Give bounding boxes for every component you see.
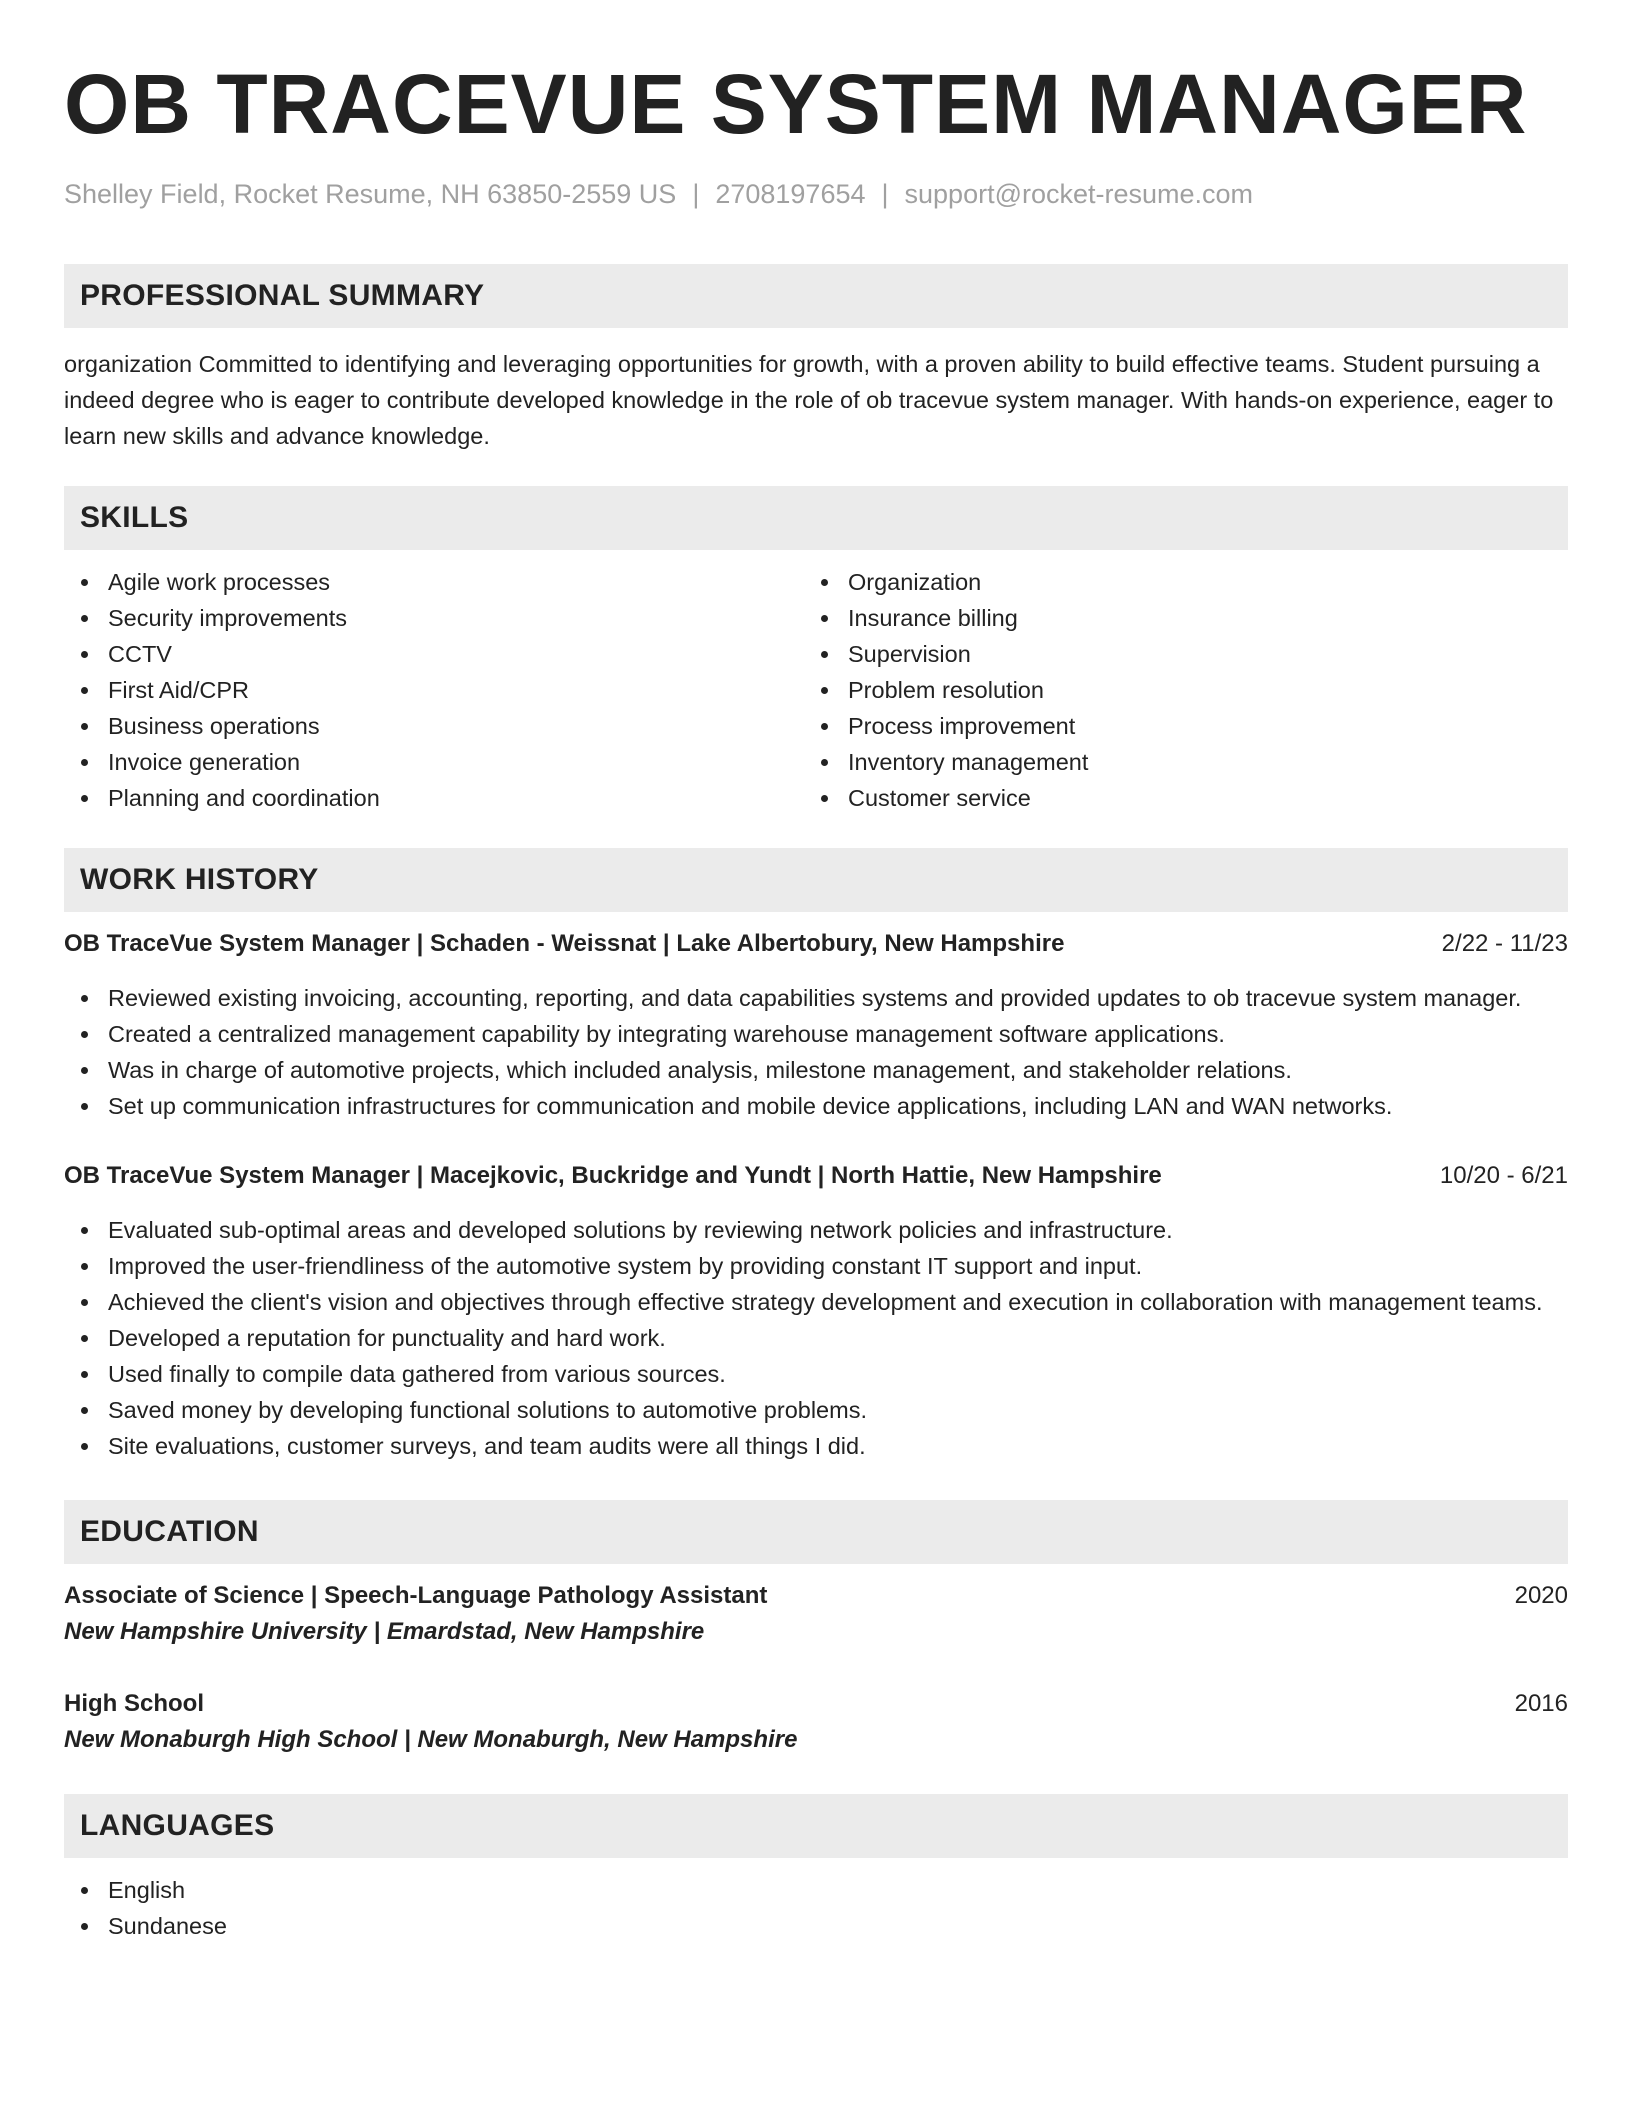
job-bullet: Evaluated sub-optimal areas and developed solutions by reviewing network policies and infrastructure. xyxy=(64,1212,1568,1248)
job-bullet: Was in charge of automotive projects, which included analysis, milestone management, and stakeholder relations. xyxy=(64,1052,1568,1088)
contact-phone: 2708197654 xyxy=(715,179,866,209)
job-bullets xyxy=(64,980,1568,1124)
education-heading: EDUCATION xyxy=(64,1500,1568,1564)
job-bullet: Saved money by developing functional solutions to automotive problems. xyxy=(64,1392,1568,1428)
education-school: New Hampshire University | Emardstad, New Hampshire xyxy=(64,1618,705,1645)
contact-separator: | xyxy=(692,179,700,209)
skills-right-list xyxy=(804,564,1544,816)
education-entry xyxy=(64,1578,1568,1650)
job-bullet: Created a centralized management capability by integrating warehouse management software applications. xyxy=(64,1016,1568,1052)
education-header xyxy=(64,1686,1568,1722)
skill-item: Insurance billing xyxy=(804,600,1544,636)
skills-left-list xyxy=(64,564,804,816)
job-bullet: Used finally to compile data gathered from various sources. xyxy=(64,1356,1568,1392)
language-item: Sundanese xyxy=(64,1908,1568,1944)
job-entry xyxy=(64,1158,1568,1464)
education-header xyxy=(64,1578,1568,1614)
job-header xyxy=(64,1158,1568,1194)
languages-heading: LANGUAGES xyxy=(64,1794,1568,1858)
education-entry xyxy=(64,1686,1568,1758)
skills-heading: SKILLS xyxy=(64,486,1568,550)
job-bullet: Improved the user-friendliness of the automotive system by providing constant IT support and input. xyxy=(64,1248,1568,1284)
contact-address: Shelley Field, Rocket Resume, NH 63850-2559 US xyxy=(64,179,677,209)
education-school: New Monaburgh High School | New Monaburgh, New Hampshire xyxy=(64,1726,798,1753)
job-bullet: Reviewed existing invoicing, accounting, reporting, and data capabilities systems and provided updates to ob tracevue system manager. xyxy=(64,980,1568,1016)
job-header xyxy=(64,926,1568,962)
contact-email: support@rocket-resume.com xyxy=(904,179,1254,209)
job-title: OB TraceVue System Manager | Macejkovic, Buckridge and Yundt | North Hattie, New Hampshire xyxy=(64,1162,1162,1189)
languages-list xyxy=(64,1872,1568,1944)
candidate-name: OB TRACEVUE SYSTEM MANAGER xyxy=(64,57,1528,151)
education-degree: High School xyxy=(64,1690,204,1717)
skill-item: Business operations xyxy=(64,708,804,744)
job-entry xyxy=(64,926,1568,1124)
contact-separator: | xyxy=(881,179,889,209)
skill-item: Security improvements xyxy=(64,600,804,636)
job-dates: 10/20 - 6/21 xyxy=(1439,1162,1568,1189)
skill-item: Planning and coordination xyxy=(64,780,804,816)
job-bullet: Developed a reputation for punctuality and hard work. xyxy=(64,1320,1568,1356)
language-item: English xyxy=(64,1872,1568,1908)
job-bullet: Achieved the client's vision and objectives through effective strategy development and execution in collaboration with management teams. xyxy=(64,1284,1568,1320)
job-title: OB TraceVue System Manager | Schaden - Weissnat | Lake Albertobury, New Hampshire xyxy=(64,930,1065,957)
skill-item: Supervision xyxy=(804,636,1544,672)
education-degree: Associate of Science | Speech-Language Pathology Assistant xyxy=(64,1582,768,1609)
contact-line xyxy=(64,176,1568,212)
work-heading: WORK HISTORY xyxy=(64,848,1568,912)
skill-item: Organization xyxy=(804,564,1544,600)
skill-item: Inventory management xyxy=(804,744,1544,780)
summary-text: organization Committed to identifying and leveraging opportunities for growth, with a proven ability to build effective teams. Student pursuing a indeed degree who is eager to contribute developed knowledge in the role of ob tracevue system manager. With hands-on experience, eager to learn new skills and advance knowledge. xyxy=(64,351,1554,449)
skills-grid xyxy=(64,564,1568,816)
education-year: 2016 xyxy=(1514,1690,1568,1717)
skill-item: Invoice generation xyxy=(64,744,804,780)
job-bullet: Site evaluations, customer surveys, and team audits were all things I did. xyxy=(64,1428,1568,1464)
skill-item: Process improvement xyxy=(804,708,1544,744)
skill-item: Problem resolution xyxy=(804,672,1544,708)
skill-item: CCTV xyxy=(64,636,804,672)
job-dates: 2/22 - 11/23 xyxy=(1441,930,1568,957)
education-year: 2020 xyxy=(1514,1582,1568,1609)
skill-item: First Aid/CPR xyxy=(64,672,804,708)
skill-item: Customer service xyxy=(804,780,1544,816)
summary-heading: PROFESSIONAL SUMMARY xyxy=(64,264,1568,328)
skill-item: Agile work processes xyxy=(64,564,804,600)
job-bullets xyxy=(64,1212,1568,1464)
job-bullet: Set up communication infrastructures for communication and mobile device applications, including LAN and WAN networks. xyxy=(64,1088,1568,1124)
